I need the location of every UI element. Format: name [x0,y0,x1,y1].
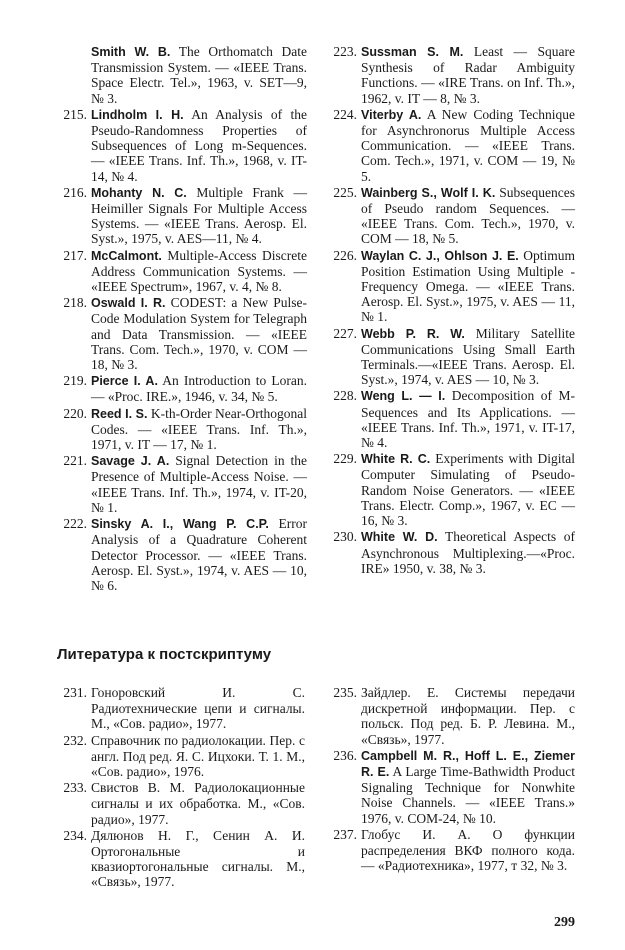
reference-entry [55,453,307,515]
reference-text: A Large Time-Bathwidth Product Signaling Technique for Nonwhite Noise Channels. — «IEEE Trans.» 1976, v. COM-24, № 10. [361,764,575,826]
reference-text: The Orthomatch Date Transmission System. — «IEEE Trans. Space Electr. Tel.», 1963, v. SET—9, № 3. [91,44,307,106]
reference-text: Error Analysis of a Quadrature Coherent Detector Processor. — «IEEE Trans. Aerosp. El. Syst.», 1974, v. AES — 10, № 6. [91,516,308,593]
reference-text: CODEST: a New Pulse-Code Modulation System for Telegraph and Data Transmission. — «IEEE Trans. Com. Tech.», 1970, v. COM — 18, № 3. [91,295,307,373]
reference-text: Multiple-Access Discrete Address Communication Systems. — «IEEE Spectrum», 1967, v. 4, № 8. [91,247,307,295]
reference-entry [55,828,305,890]
reference-number: 228. [333,388,357,404]
reference-entry [55,733,305,780]
reference-author: Viterby A. [361,107,422,122]
reference-number: 221. [63,453,87,469]
reference-text: Гоноровский И. С. Радиотехнические цепи и сигналы. М., «Сов. радио», 1977. [91,685,305,732]
reference-entry [55,516,307,593]
reference-author: Reed I. S. [91,406,148,421]
reference-author: Sinsky A. I., Wang P. C.P. [91,517,269,532]
reference-text: Signal Detection in the Presence of Multiple-Access Noise. — «IEEE Trans. Inf. Th.», 1974, v. IT-20, № 1. [91,453,307,515]
reference-entry [55,685,305,732]
reference-author: Sussman S. M. [361,45,464,59]
reference-number: 227. [333,325,357,341]
reference-entry [325,388,575,450]
reference-number: 234. [63,827,87,843]
reference-text: Зайдлер. Е. Системы передачи дискретной информации. Пер. с польск. Под ред. Б. Р. Левина. М., «Связь», 1977. [361,685,575,747]
reference-text: Справочник по радиолокации. Пер. с англ. Под ред. Я. С. Ицхоки. Т. 1. М., «Сов. радио», 1976. [91,732,305,780]
reference-text: Decomposition of M-Sequences and Its Applications. — «IEEE Trans. Inf. Th.», 1971, v. IT-17, № 4. [361,388,575,451]
section-title: Литература к постскриптуму [57,646,272,663]
reference-number: 220. [63,405,87,421]
reference-text: Theoretical Aspects of Asynchronous Multiplexing.—«Proc. IRE» 1950, v. 38, № 3. [361,529,575,576]
reference-entry [325,326,575,388]
reference-number: 223. [333,44,357,59]
reference-number: 229. [333,451,357,467]
reference-author: Smith W. B. [91,45,171,59]
reference-author: Pierce I. A. [91,374,158,389]
reference-author: Savage J. A. [91,454,170,469]
reference-text: K-th-Order Near-Orthogonal Codes. — «IEEE Trans. Inf. Th.», 1971, v. IT — 17, № 1. [91,405,307,453]
reference-text: An Introduction to Loran. — «Proc. IRE.», 1946, v. 34, № 5. [91,373,307,405]
reference-entry [325,529,575,576]
reference-entry [55,373,307,404]
reference-entry [325,748,575,826]
reference-author: Mohanty N. C. [91,185,187,200]
reference-text: Military Satellite Communications Using Small Earth Terminals.—«IEEE Trans. Aerosp. El. Syst.», 1974, v. AES — 10, № 3. [361,325,575,388]
reference-entry [325,685,575,747]
reference-text: Least — Square Synthesis of Radar Ambiguity Functions. — «IRE Trans. on Inf. Th.», 1962, v. IT — 8, № 3. [361,44,575,106]
reference-text: Глобус И. А. О функции распределения ВКФ полного кода. — «Радиотехника», 1977, т 32, № 3. [361,826,575,874]
reference-author: Lindholm I. H. [91,107,184,122]
reference-number: 217. [63,247,87,263]
references-left-column [55,44,307,594]
reference-number: 222. [63,516,87,532]
reference-entry [55,185,307,247]
reference-number: 232. [63,732,87,748]
reference-text: Дялюнов Н. Г., Сенин А. И. Ортогональные и квазиортогональные сигналы. М., «Связь», 1977. [91,827,305,890]
reference-author: Wainberg S., Wolf I. K. [361,185,496,200]
reference-number: 224. [333,106,357,122]
reference-text: Experiments with Digital Computer Simulating of Pseudo-Random Noise Generators. — «IEEE Trans. Electr. Comp.», 1967, v. EC — 16, № 3. [361,451,576,529]
reference-number: 219. [63,373,87,389]
reference-entry [325,185,575,247]
reference-entry [55,406,307,453]
postscript-left-column [55,685,305,891]
reference-author: Weng L. — I. [361,389,446,404]
reference-author: Waylan C. J., Ohlson J. E. [361,248,519,263]
reference-number: 225. [333,184,357,200]
reference-author: McCalmont. [91,248,162,263]
reference-number: 216. [63,184,87,200]
reference-author: White W. D. [361,530,438,545]
reference-author: Campbell M. R., Hoff L. E., Ziemer R. E. [361,748,575,780]
postscript-right-column [325,685,575,874]
reference-number: 231. [63,685,87,700]
reference-entry [55,780,305,827]
reference-number: 230. [333,529,357,545]
reference-text: Optimum Position Estimation Using Multiple - Frequency Omega. — «IEEE Trans. Aerosp. El. Syst.», 1975, v. AES — 11, № 1. [361,247,575,325]
reference-author: Webb P. R. W. [361,326,465,341]
reference-entry [325,827,575,874]
reference-entry [55,44,307,106]
reference-number: 218. [63,295,87,311]
reference-entry [325,107,575,184]
reference-text: An Analysis of the Pseudo-Randomness Properties of Subsequences of Long m-Sequences. — «IEEE Trans. Inf. Th.», 1968, v. IT-14, № 4. [91,106,307,184]
reference-number: 236. [333,747,357,763]
reference-text: Свистов В. М. Радиолокационные сигналы и их обработка. М., «Сов. радио», 1977. [91,780,305,827]
reference-entry [325,248,575,325]
reference-text: Multiple Frank — Heimiller Signals For Multiple Access Systems. — «IEEE Trans. Aerosp. El. Syst.», 1975, v. AES—11, № 4. [91,184,307,247]
reference-number: 237. [333,826,357,842]
reference-entry [55,107,307,184]
reference-author: White R. C. [361,452,431,467]
reference-text: A New Coding Technique for Asynchronorus Multiple Access Communication. — «IEEE Trans. Com. Tech.», 1971, v. COM — 19, № 5. [361,106,575,184]
reference-number: 226. [333,247,357,263]
reference-number: 235. [333,685,357,700]
reference-author: Oswald I. R. [91,296,166,311]
reference-entry [325,44,575,106]
reference-entry [325,451,575,528]
reference-text: Subsequences of Pseudo random Sequences. — «IEEE Trans. Com. Tech.», 1970, v. COM — 18, № 5. [361,184,575,247]
reference-entry [55,248,307,295]
references-right-column [325,44,575,577]
reference-entry [55,295,307,372]
page-number: 299 [554,915,575,930]
reference-number: 233. [63,780,87,796]
reference-number: 215. [63,106,87,122]
